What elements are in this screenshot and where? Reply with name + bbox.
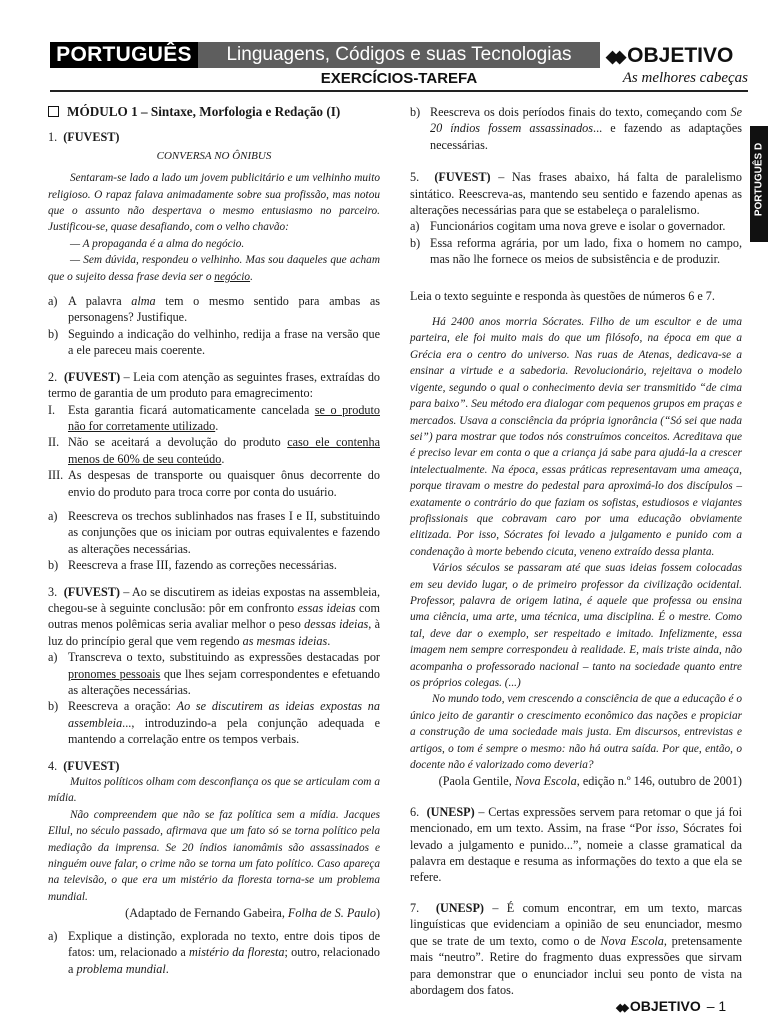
passage-paragraph: Sentaram-se lado a lado um jovem publicitário e um velhinho muito religioso. O rapaz falava animadamente sobre sua profissão, mas notou que o assunto não despertava o mesmo entusiasmo no parceiro. Justificou-se, quase desafiando, com o velho chavão: — [48, 172, 380, 234]
passage-paragraph: Vários séculos se passaram até que suas ideias fossem colocadas em seu devido lugar, o de primeiro professor da civilização ocidental. Professor, palavra de origem latina, é aquele que professa ou ensina uma ciência, uma arte, uma técnica, uma disciplina. É o mestre. Como tal, deve dar o exemplo, ser respeitado e imitado. Infelizmente, essa imagem nem sempre correspondeu à realidade. E, mais triste ainda, não acompanha o professorado nacional – tanto na sociedade quanto entre os próprios colegas. (...) — [410, 562, 742, 689]
item-a: a) Transcreva o texto, substituindo as expressões destacadas por pronomes pessoais que lhes sejam correspondentes e efetuando as alterações necessárias. — [48, 650, 380, 697]
question-4-item-b: b) Reescreva os dois períodos finais do texto, começando com Se 20 índios fossem assassinados... e fazendo as adaptações necessárias. — [410, 105, 742, 152]
left-column — [48, 104, 380, 977]
header-divider — [50, 90, 748, 92]
side-tab — [750, 126, 768, 242]
subject-label: PORTUGUÊS — [50, 42, 198, 68]
logo-arrows-icon: ◆◆ — [616, 1002, 625, 1014]
question-2: 2. (FUVEST) – Leia com atenção as seguintes frases, extraídas do termo de garantia de um produto para emagrecimento: I. Esta garantia ficará automaticamente cancelada se o produto não for corretamente utilizado. II. Não se aceitará a devolução do produto caso ele contenha menos de 60% de seu conteúdo. III. As despesas de transporte ou quaisquer ônus decorrente do envio do produto para troca corre por conta do usuário. a) Reescreva os trechos sublinhados nas frases I e II, substituindo as conjunções que os iniciam por outras equivalentes e fazendo as alterações necessárias. b) Reescreva a frase III, fazendo as correções necessárias. — [48, 369, 381, 573]
source-citation: (Adaptado de Fernando Gabeira, Folha de S. Paulo) — [125, 906, 380, 921]
checkbox-square-icon — [48, 106, 59, 117]
reading-instruction: Leia o texto seguinte e responda às questões de números 6 e 7. — [410, 288, 715, 303]
item-b: b) Reescreva a oração: Ao se discutirem as ideias expostas na assembleia..., introduzindo-a pela conjunção adequada e mantendo a correlação entre os tempos verbais. — [48, 699, 380, 747]
module-title: MÓDULO 1 – Sintaxe, Morfologia e Redação (I) — [48, 104, 380, 120]
sentence-i: I. Esta garantia ficará automaticamente cancelada se o produto não for corretamente utilizado. — [48, 402, 380, 433]
sentence-iii: III. As despesas de transporte ou quaisquer ônus decorrente do envio do produto para troca corre por conta do usuário. — [48, 468, 380, 499]
area-title: Linguagens, Códigos e suas Tecnologias — [198, 42, 600, 68]
item-b: b) Essa reforma agrária, por um lado, fixa o homem no campo, mas não lhe fornece os meios de subsistência e de produzir. — [410, 235, 742, 267]
passage-paragraph: — Sem dúvida, respondeu o velhinho. Mas sou daqueles que acham que o sujeito dessa frase devia ser o negócio. — [48, 254, 380, 283]
passage-paragraph: Não compreendem que não se faz política sem a mídia. Jacques Ellul, no século passado, afirmava que um fato só se torna político pela mediação da imprensa. Se 20 índios ianomâmis são assassinados e ninguém ouve falar, o crime não se torna um fato político. Caso apareça na televisão, o que era um mistério da floresta torna-se um problema mundial. — [48, 808, 380, 903]
item-a: a) Funcionários cogitam uma nova greve e isolar o governador. — [410, 219, 726, 234]
slogan: As melhores cabeças — [622, 70, 748, 86]
reading-passage — [410, 314, 742, 790]
question-4: 4. (FUVEST) Muitos políticos olham com desconfiança os que se articulam com a mídia. Não compreendem que não se faz política sem a mídia. Jacques Ellul, no século passado, afirmava que um fato só se torna político pela mediação da imprensa. Se 20 índios ianomâmis são assassinados e ninguém ouve falar, o crime não se torna um fato político. Caso apareça na televisão, o que era um mistério da floresta torna-se um problema mundial. (Adaptado de Fernando Gabeira, Folha de S. Paulo) a) Explique a distinção, explorada no texto, entre dois tipos de fatos: um, relacionado a mistério da floresta; outro, relacionado a problema mundial. — [48, 758, 380, 976]
text-title: CONVERSA NO ÔNIBUS — [156, 149, 272, 162]
right-column — [410, 104, 742, 998]
logo-arrows-icon: ◆◆ — [606, 47, 621, 66]
section-title: EXERCÍCIOS-TAREFA — [320, 70, 478, 87]
side-tab-label: PORTUGUÊS D — [753, 142, 765, 217]
item-b: b) Seguindo a indicação do velhinho, redija a frase na versão que a ele pareceu mais coerente. — [48, 326, 380, 358]
item-b: b) Reescreva a frase III, fazendo as correções necessárias. — [48, 558, 337, 573]
objetivo-logo: ◆◆ OBJETIVO — [606, 44, 734, 67]
passage-paragraph: Há 2400 anos morria Sócrates. Filho de um escultor e de uma parteira, ele foi muito mais do que um filósofo, na época em que a Grécia era o centro do universo. Nas ruas de Atenas, dedicava-se a ensinar a virtude e a sabedoria. Revolucionário, rejeitava o modelo vigente, segundo o qual o conhecimento devia ser transmitido “de cima para baixo”. Seu método era dialogar com pequenos grupos em praças e mercados. Usava a consciência da própria ignorância (“Só sei que nada sei”) para mostrar que todos nós construímos conceitos. Acreditava que é preciso levar em conta o que a criança já sabe para ajudá-la a crescer intelectualmente. Na época, essas práticas representavam uma ameaça, porque tiravam o mestre do pedestal para aproximá-lo dos discípulos – exatamente o contrário do que faziam os sofistas, estudiosos e viajantes profissionais que cobravam caro por uma educação obviamente elitizada. Por isso, Sócrates foi levado a julgamento e punido com a condenação à morte bebendo cicuta, veneno extraído dessa planta. — [410, 316, 742, 558]
passage-paragraph: No mundo todo, vem crescendo a consciência de que a educação é o único jeito de garantir o crescimento econômico das nações e propiciar a construção de uma sociedade mais justa. Em discursos, entrevistas e artigos, o tom é sempre o mesmo: não há outra saída. Por que, então, o docente não é valorizado como deveria? — [410, 693, 742, 772]
question-1: 1. (FUVEST) CONVERSA NO ÔNIBUS Sentaram-se lado a lado um jovem publicitário e um velhinho muito religioso. O rapaz falava animadamente sobre sua profissão, mas notou que o assunto não despertava o mesmo entusiasmo no parceiro. Justificou-se, quase desafiando, com o velho chavão: — A propaganda é a alma do negócio. — Sem dúvida, respondeu o velhinho. Mas sou daqueles que acham que o sujeito dessa frase devia ser o negócio. a) A palavra alma tem o mesmo sentido para ambas as personagens? Justifique. b) Seguindo a indicação do velhinho, redija a frase na versão que a ele pareceu mais coerente. — [48, 130, 380, 358]
passage-paragraph: — A propaganda é a alma do negócio. — [70, 237, 245, 250]
question-5: 5. (FUVEST) – Nas frases abaixo, há falta de paralelismo sintático. Reescreva-as, mantendo seu sentido e fazendo apenas as alterações necessárias para que se estabeleça o paralelismo. a) Funcionários cogitam uma nova greve e isolar o governador. b) Essa reforma agrária, por um lado, fixa o homem no campo, mas não lhe fornece os meios de subsistência e de produzir. — [410, 170, 743, 267]
item-a: a) Reescreva os trechos sublinhados nas frases I e II, substituindo as conjunções que os iniciam por outras equivalentes e fazendo as alterações necessárias. — [48, 508, 380, 556]
footer-logo: OBJETIVO — [629, 998, 701, 1014]
question-6: 6. (UNESP) – Certas expressões servem para retomar o que já foi mencionado, em um texto. Assim, na frase “Por isso, Sócrates foi levado a julgamento e punido...”, nomeie a classe gramatical da palavra em destaque e resuma as informações do texto a que ela se refere. — [410, 804, 743, 885]
passage-paragraph: Muitos políticos olham com desconfiança os que se articulam com a mídia. — [48, 776, 380, 805]
item-a: a) A palavra alma tem o mesmo sentido para ambas as personagens? Justifique. — [48, 294, 380, 325]
item-a: a) Explique a distinção, explorada no texto, entre dois tipos de fatos: um, relacionado a mistério da floresta; outro, relacionado a problema mundial. — [48, 928, 380, 976]
question-7: 7. (UNESP) – É comum encontrar, em um texto, marcas linguísticas que evidenciam a opinião de seu enunciador, mesmo que se trate de um texto, como o de Nova Escola, pretensamente mais “neutro”. Retire do fragmento duas expressões que sirvam para demonstrar que o enunciador inclui seu ponto de vista na abordagem dos fatos. — [410, 900, 742, 997]
page-footer — [616, 998, 746, 1014]
question-3: 3. (FUVEST) – Ao se discutirem as ideias expostas na assembleia, chegou-se à seguinte conclusão: pôr em confronto essas ideias com outras menos polêmicas seria avaliar melhor o peso dessas ideias, à luz do princípio geral que vem regendo as mesmas ideias. a) Transcreva o texto, substituindo as expressões destacadas por pronomes pessoais que lhes sejam correspondentes e efetuando as alterações necessárias. b) Reescreva a oração: Ao se discutirem as ideias expostas na assembleia..., introduzindo-a pela conjunção adequada e mantendo a correlação entre os tempos verbais. — [48, 584, 380, 747]
page-number: – 1 — [706, 998, 727, 1014]
source-citation: (Paola Gentile, Nova Escola, edição n.º 146, outubro de 2001) — [438, 774, 742, 789]
sentence-ii: II. Não se aceitará a devolução do produto caso ele contenha menos de 60% de seu conteúdo. — [48, 435, 380, 466]
